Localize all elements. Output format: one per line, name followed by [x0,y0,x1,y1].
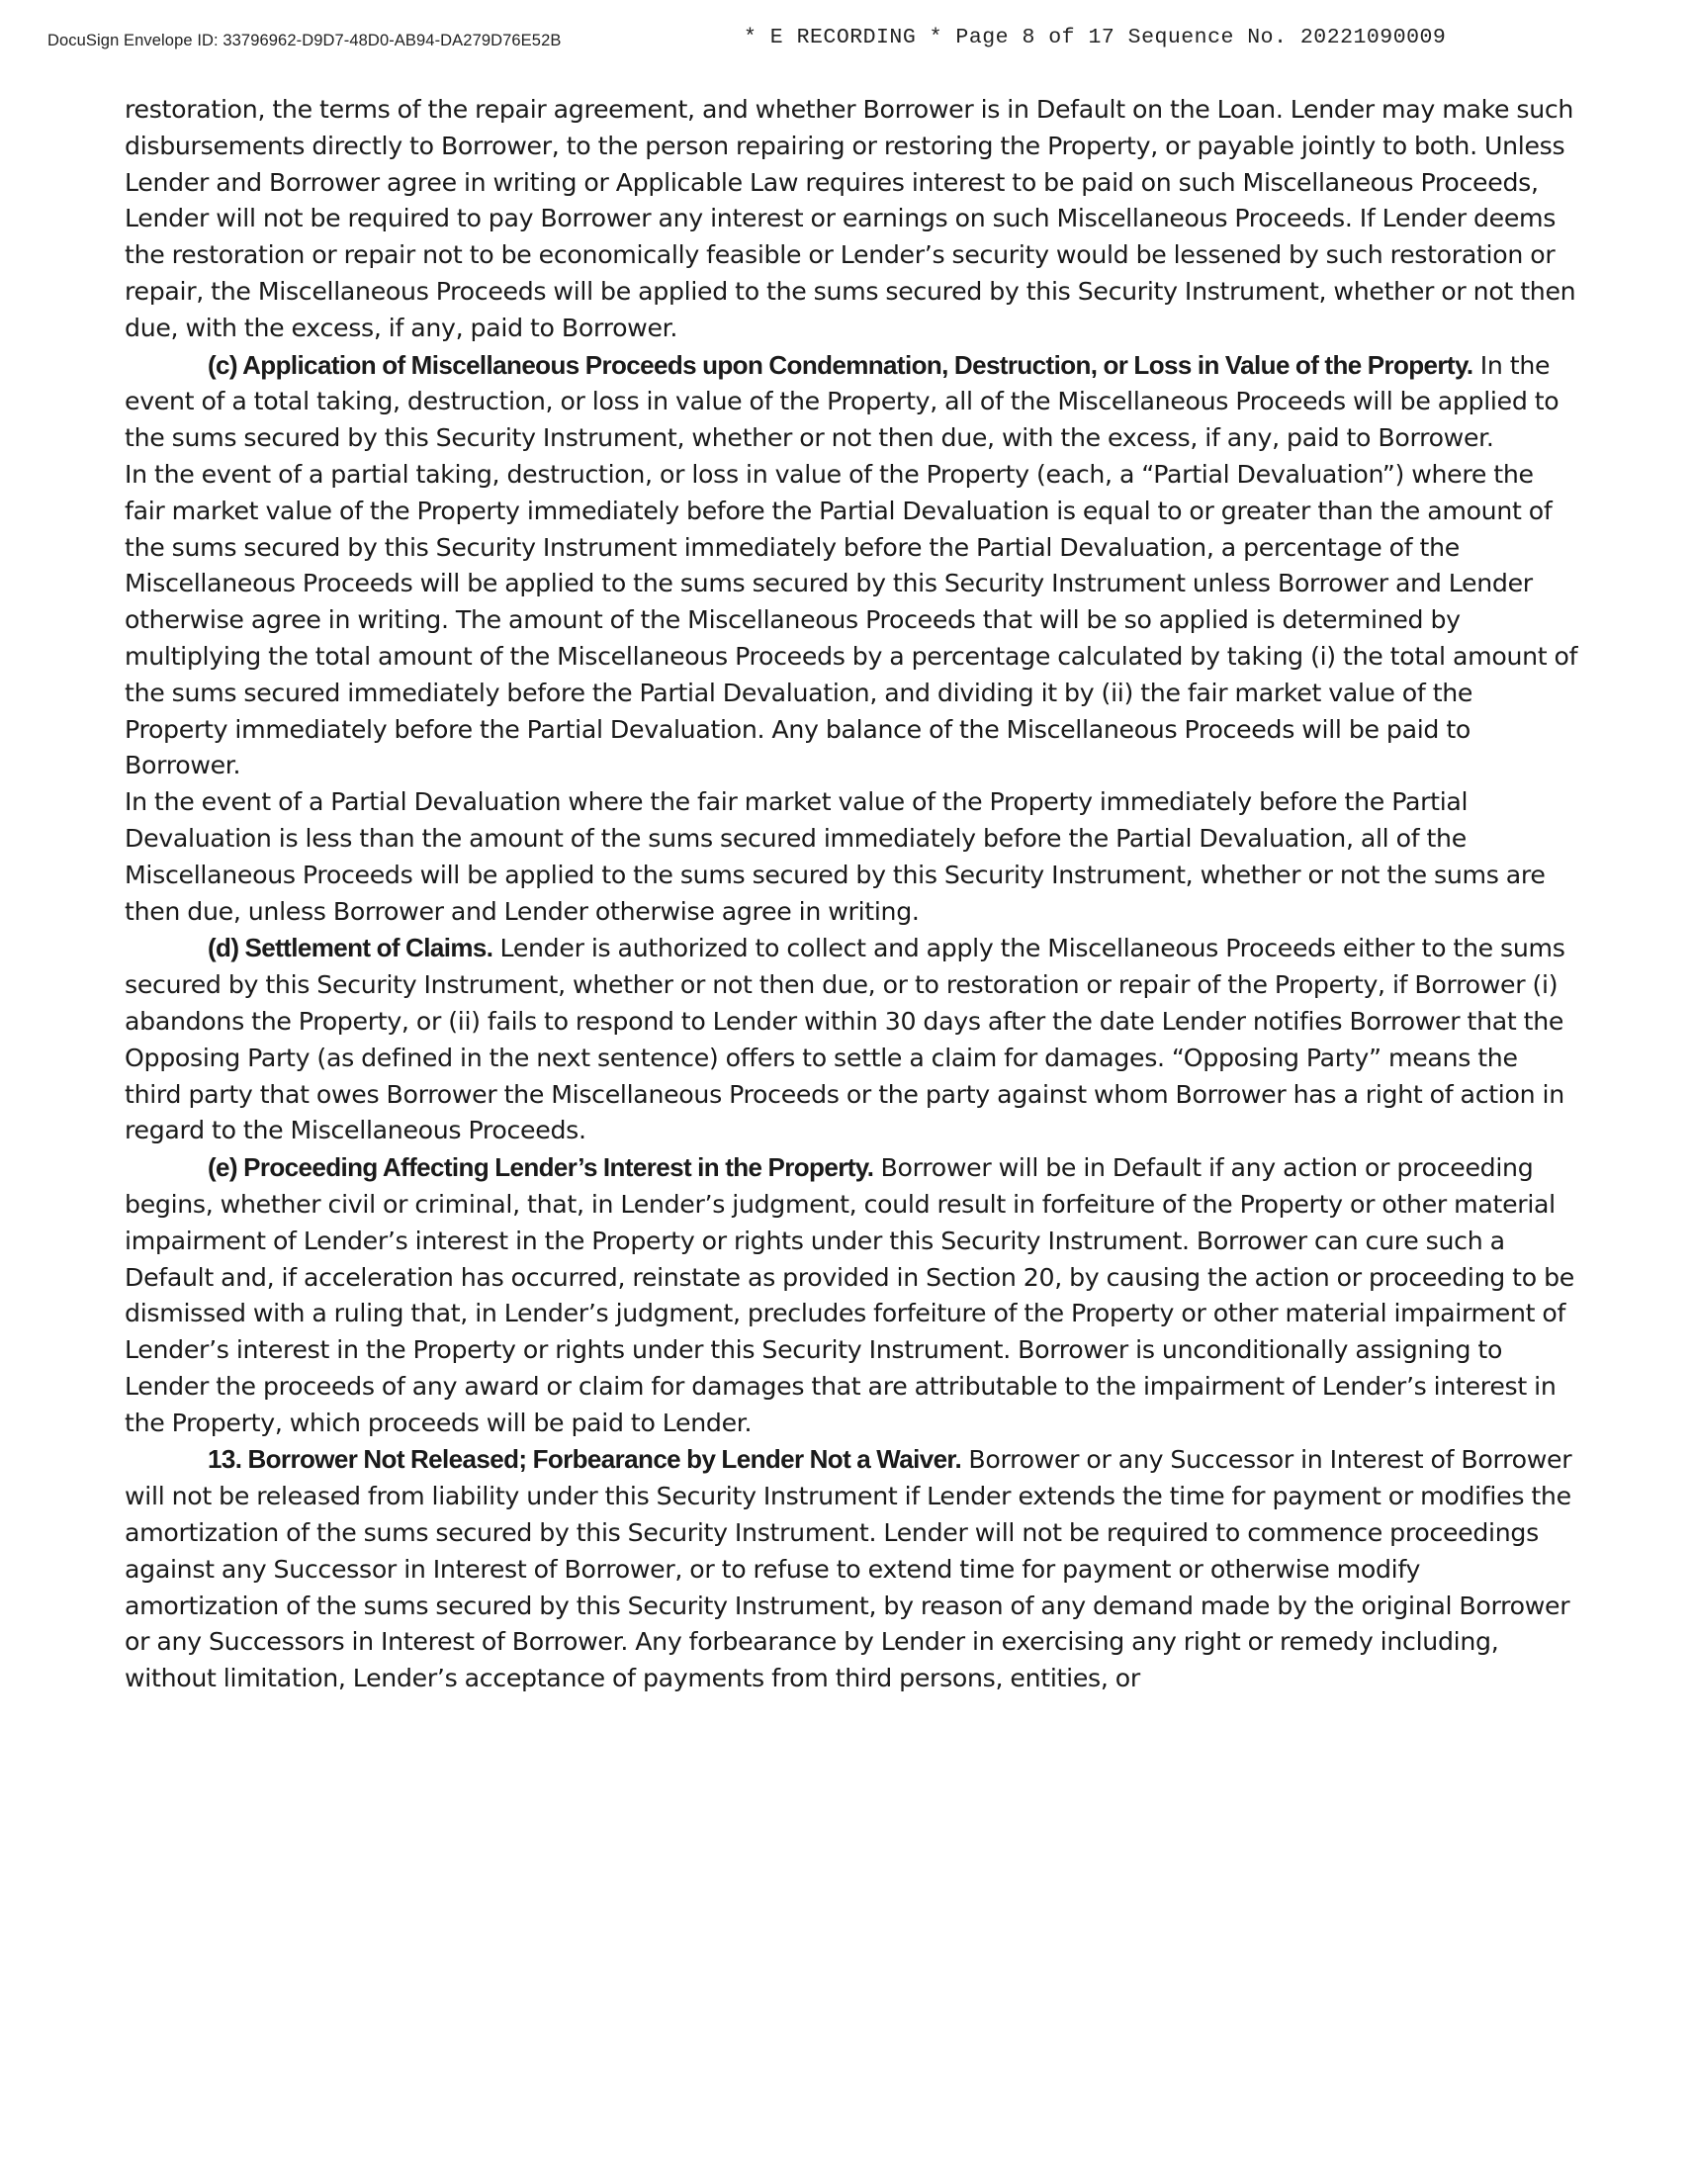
recording-stamp: * E RECORDING * Page 8 of 17 Sequence No. 20221090009 [744,26,1447,49]
section-heading-c: (c) Application of Miscellaneous Proceeds upon Condemnation, Destruction, or Loss in Value of the Property. [208,349,1473,380]
paragraph-settlement-of-claims [125,930,1578,1149]
paragraph-restoration-terms [125,92,1578,347]
paragraph-borrower-not-released [125,1441,1578,1697]
paragraph-text: restoration, the terms of the repair agreement, and whether Borrower is in Default on the Loan. Lender may make such disbursements directly to Borrower, to the person repairing or restoring the Property, or payable jointly to both. Unless Lender and Borrower agree in writing or Applicable Law requires interest to be paid on such Miscellaneous Proceeds, Lender will not be required to pay Borrower any interest or earnings on such Miscellaneous Proceeds. If Lender deems the restoration or repair not to be economically feasible or Lender’s security would be lessened by such restoration or repair, the Miscellaneous Proceeds will be applied to the sums secured by this Security Instrument, whether or not then due, with the excess, if any, paid to Borrower. [125,95,1576,342]
paragraph-partial-devaluation-less [125,784,1578,930]
paragraph-text: Borrower or any Successor in Interest of Borrower will not be released from liability under this Security Instrument if Lender extends the time for payment or modifies the amortization of the sums secured by this Security Instrument. Lender will not be required to commence proceedings against any Successor in Interest of Borrower, or to refuse to extend time for payment or otherwise modify amortization of the sums secured by this Security Instrument, by reason of any demand made by the original Borrower or any Successors in Interest of Borrower. Any forbearance by Lender in exercising any right or remedy including, without limitation, Lender’s acceptance of payments from third persons, entities, or [125,1445,1572,1693]
paragraph-text: In the event of a partial taking, destruction, or loss in value of the Property (each, a “Partial Devaluation”) where the fair market value of the Property immediately before the Partial Devaluation is equal to or greater than the amount of the sums secured by this Security Instrument immediately before the Partial Devaluation, a percentage of the Miscellaneous Proceeds will be applied to the sums secured by this Security Instrument unless Borrower and Lender otherwise agree in writing. The amount of the Miscellaneous Proceeds that will be so applied is determined by multiplying the total amount of the Miscellaneous Proceeds by a percentage calculated by taking (i) the total amount of the sums secured immediately before the Partial Devaluation, and dividing it by (ii) the fair market value of the Property immediately before the Partial Devaluation. Any balance of the Miscellaneous Proceeds will be paid to Borrower. [125,459,1578,780]
paragraph-text: Borrower will be in Default if any action or proceeding begins, whether civil or criminal, that, in Lender’s judgment, could result in forfeiture of the Property or other material impairment of Lender’s interest in the Property or rights under this Security Instrument. Borrower can cure such a Default and, if acceleration has occurred, reinstate as provided in Section 20, by causing the action or proceeding to be dismissed with a ruling that, in Lender’s judgment, precludes forfeiture of the Property or other material impairment of Lender’s interest in the Property or rights under this Security Instrument. Borrower is unconditionally assigning to Lender the proceeds of any award or claim for damages that are attributable to the impairment of Lender’s interest in the Property, which proceeds will be paid to Lender. [125,1153,1574,1437]
paragraph-text: Lender is authorized to collect and apply the Miscellaneous Proceeds either to the sums secured by this Security Instrument, whether or not then due, or to restoration or repair of the Property, if Borrower (i) abandons the Property, or (ii) fails to respond to Lender within 30 days after the date Lender notifies Borrower that the Opposing Party (as defined in the next sentence) offers to settle a claim for damages. “Opposing Party” means the third party that owes Borrower the Miscellaneous Proceeds or the party against whom Borrower has a right of action in regard to the Miscellaneous Proceeds. [125,934,1565,1145]
paragraph-proceeding-affecting-interest [125,1149,1578,1441]
paragraph-partial-devaluation-greater [125,457,1578,784]
section-heading-e: (e) Proceeding Affecting Lender’s Interest in the Property. [208,1152,874,1183]
document-body [125,92,1578,1697]
section-heading-d: (d) Settlement of Claims. [208,933,493,963]
paragraph-text: In the event of a total taking, destruction, or loss in value of the Property, all of the Miscellaneous Proceeds will be applied to the sums secured by this Security Instrument, whether or not then due, with the excess, if any, paid to Borrower. [125,350,1559,453]
paragraph-text: In the event of a Partial Devaluation where the fair market value of the Property immediately before the Partial Devaluation is less than the amount of the sums secured immediately before the Partial Devaluation, all of the Miscellaneous Proceeds will be applied to the sums secured by this Security Instrument, whether or not the sums are then due, unless Borrower and Lender otherwise agree in writing. [125,787,1546,926]
section-heading-13: 13. Borrower Not Released; Forbearance by Lender Not a Waiver. [208,1444,962,1475]
docusign-envelope-id: DocuSign Envelope ID: 33796962-D9D7-48D0-AB94-DA279D76E52B [47,32,562,49]
paragraph-application-of-proceeds [125,347,1578,457]
page-header [47,26,1669,65]
